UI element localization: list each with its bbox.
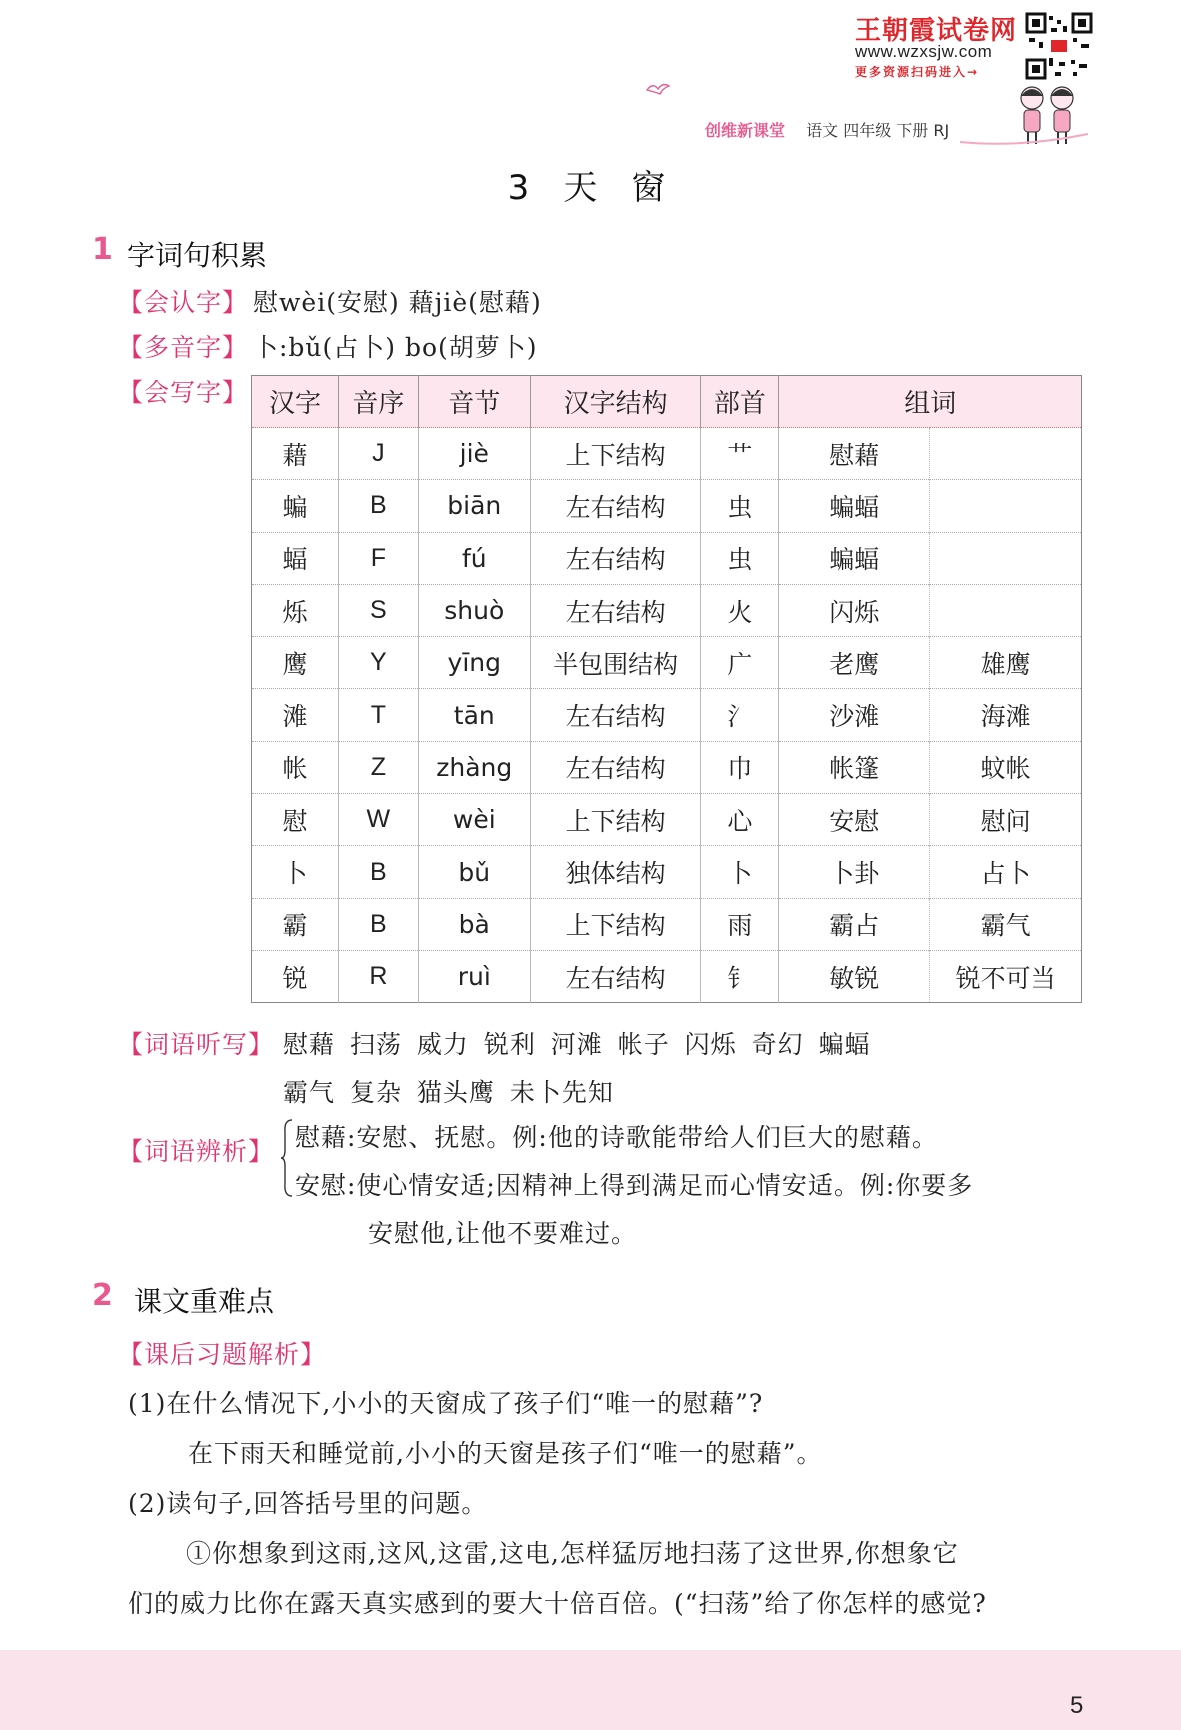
table-cell: 蚊帐	[930, 741, 1082, 793]
table-cell: 帐	[252, 741, 339, 793]
recognize-text: 慰wèi(安慰) 藉jiè(慰藉)	[253, 288, 542, 317]
table-cell: 滩	[252, 689, 339, 741]
table-cell: bà	[418, 898, 530, 950]
table-row	[252, 532, 1082, 584]
table-cell: 氵	[701, 689, 779, 741]
question-2-line2: 们的威力比你在露天真实感到的要大十倍百倍。(“扫荡”给了你怎样的感觉?	[128, 1589, 987, 1618]
table-cell: 半包围结构	[530, 637, 701, 689]
table-cell: 安慰	[779, 794, 930, 846]
table-cell: R	[338, 950, 418, 1002]
table-cell: tān	[418, 689, 530, 741]
table-cell: 独体结构	[530, 846, 701, 898]
polyphone-text: 卜:bǔ(占卜) bo(胡萝卜)	[253, 333, 538, 362]
table-cell: 心	[701, 794, 779, 846]
question-2: (2)读句子,回答括号里的问题。	[128, 1489, 488, 1518]
page-title	[0, 160, 1181, 209]
table-row	[252, 584, 1082, 636]
dictation-label: 【词语听写】	[118, 1030, 275, 1059]
table-cell: 左右结构	[530, 950, 701, 1002]
lesson-title-char1: 天	[563, 168, 606, 208]
table-cell: 左右结构	[530, 584, 701, 636]
table-cell: 卜	[701, 846, 779, 898]
dictation-line1: 慰藉 扫荡 威力 锐利 河滩 帐子 闪烁 奇幻 蝙蝠	[283, 1030, 871, 1059]
table-cell: 锐	[252, 950, 339, 1002]
table-cell: 海滩	[930, 689, 1082, 741]
table-cell: ruì	[418, 950, 530, 1002]
table-cell: 锐不可当	[930, 950, 1082, 1002]
table-cell: bǔ	[418, 846, 530, 898]
page-number: 5	[1070, 1692, 1084, 1719]
table-cell: yīng	[418, 637, 530, 689]
table-cell: 巾	[701, 741, 779, 793]
table-cell: 雄鹰	[930, 637, 1082, 689]
table-cell: 藉	[252, 428, 339, 480]
analysis-line1: 慰藉:安慰、抚慰。例:他的诗歌能带给人们巨大的慰藉。	[295, 1123, 938, 1152]
table-row	[252, 637, 1082, 689]
table-cell: J	[338, 428, 418, 480]
table-cell: 占卜	[930, 846, 1082, 898]
table-row	[252, 480, 1082, 532]
table-cell: 蝙蝠	[779, 480, 930, 532]
table-row	[252, 689, 1082, 741]
table-cell: 蝙蝠	[779, 532, 930, 584]
table-cell: F	[338, 532, 418, 584]
analysis-label: 【词语辨析】	[118, 1137, 275, 1166]
table-cell: 广	[701, 637, 779, 689]
table-cell: 上下结构	[530, 794, 701, 846]
table-cell: 慰问	[930, 794, 1082, 846]
swoosh-decoration-icon	[960, 130, 1090, 150]
header-hanzi: 汉字	[252, 376, 339, 428]
table-cell: 卜卦	[779, 846, 930, 898]
table-cell: 霸	[252, 898, 339, 950]
dictation-line2: 霸气 复杂 猫头鹰 未卜先知	[283, 1078, 614, 1107]
table-cell: 烁	[252, 584, 339, 636]
analysis-line2: 安慰:使心情安适;因精神上得到满足而心情安适。例:你要多	[295, 1171, 974, 1200]
table-cell: 蝠	[252, 532, 339, 584]
table-row	[252, 898, 1082, 950]
table-cell: T	[338, 689, 418, 741]
brace-icon	[280, 1118, 294, 1198]
table-row	[252, 846, 1082, 898]
table-cell: 慰	[252, 794, 339, 846]
table-cell: 蝙	[252, 480, 339, 532]
table-cell: 上下结构	[530, 428, 701, 480]
question-2-line1: ①你想象到这雨,这风,这雷,这电,怎样猛厉地扫荡了这世界,你想象它	[186, 1539, 959, 1568]
section1-title: 字词句积累	[127, 239, 268, 272]
series-name: 创维新课堂	[705, 121, 786, 140]
table-cell: 卜	[252, 846, 339, 898]
table-row	[252, 794, 1082, 846]
table-cell: wèi	[418, 794, 530, 846]
footer-band	[0, 1650, 1181, 1730]
table-cell: 左右结构	[530, 741, 701, 793]
brand-url[interactable]: www.wzxsjw.com	[855, 42, 993, 61]
table-cell: B	[338, 898, 418, 950]
qr-code-icon[interactable]	[1025, 12, 1093, 80]
table-cell	[930, 428, 1082, 480]
table-row	[252, 950, 1082, 1002]
table-cell: 虫	[701, 480, 779, 532]
table-cell: 帐篷	[779, 741, 930, 793]
header-bushou: 部首	[701, 376, 779, 428]
section2-title: 课文重难点	[134, 1285, 275, 1318]
table-cell: 火	[701, 584, 779, 636]
characters-table	[251, 375, 1082, 1003]
table-cell: 左右结构	[530, 532, 701, 584]
table-cell	[930, 584, 1082, 636]
table-cell: B	[338, 846, 418, 898]
question-1: (1)在什么情况下,小小的天窗成了孩子们“唯一的慰藉”?	[128, 1389, 764, 1418]
table-cell: fú	[418, 532, 530, 584]
table-cell: 慰藉	[779, 428, 930, 480]
header-yinjie: 音节	[418, 376, 530, 428]
lesson-number: 3	[507, 168, 538, 208]
table-cell: 闪烁	[779, 584, 930, 636]
header-jiegou: 汉字结构	[530, 376, 701, 428]
table-cell: 霸气	[930, 898, 1082, 950]
table-header-row	[252, 376, 1082, 428]
header-yinxu: 音序	[338, 376, 418, 428]
subject-info: 语文 四年级 下册 RJ	[806, 121, 950, 140]
breadcrumb	[705, 118, 949, 141]
lesson-title-char2: 窗	[631, 168, 674, 208]
table-cell: Y	[338, 637, 418, 689]
table-cell: 鹰	[252, 637, 339, 689]
section2-number: 2	[92, 1278, 113, 1313]
table-cell: 艹	[701, 428, 779, 480]
table-cell: zhàng	[418, 741, 530, 793]
write-label: 【会写字】	[118, 378, 249, 407]
bird-decoration-icon	[645, 80, 671, 98]
scan-hint: 更多资源扫码进入→	[855, 65, 980, 79]
section1-number: 1	[92, 232, 113, 267]
table-cell: B	[338, 480, 418, 532]
table-cell	[930, 532, 1082, 584]
table-row	[252, 428, 1082, 480]
table-cell: 敏锐	[779, 950, 930, 1002]
table-cell: 霸占	[779, 898, 930, 950]
header-zuci: 组词	[779, 376, 1082, 428]
table-cell: 雨	[701, 898, 779, 950]
table-cell: 左右结构	[530, 480, 701, 532]
table-cell: 沙滩	[779, 689, 930, 741]
table-cell: S	[338, 584, 418, 636]
table-row	[252, 741, 1082, 793]
table-cell: biān	[418, 480, 530, 532]
table-cell: jiè	[418, 428, 530, 480]
table-cell: 钅	[701, 950, 779, 1002]
brand-name: 王朝霞试卷网	[855, 16, 1018, 46]
recognize-label: 【会认字】	[118, 288, 249, 317]
table-cell: 虫	[701, 532, 779, 584]
table-cell: W	[338, 794, 418, 846]
polyphone-label: 【多音字】	[118, 333, 249, 362]
exercise-label: 【课后习题解析】	[118, 1340, 327, 1369]
table-cell: Z	[338, 741, 418, 793]
analysis-line3: 安慰他,让他不要难过。	[368, 1219, 637, 1248]
table-cell: shuò	[418, 584, 530, 636]
table-cell	[930, 480, 1082, 532]
table-cell: 老鹰	[779, 637, 930, 689]
table-cell: 左右结构	[530, 689, 701, 741]
table-cell: 上下结构	[530, 898, 701, 950]
answer-1: 在下雨天和睡觉前,小小的天窗是孩子们“唯一的慰藉”。	[188, 1439, 823, 1468]
